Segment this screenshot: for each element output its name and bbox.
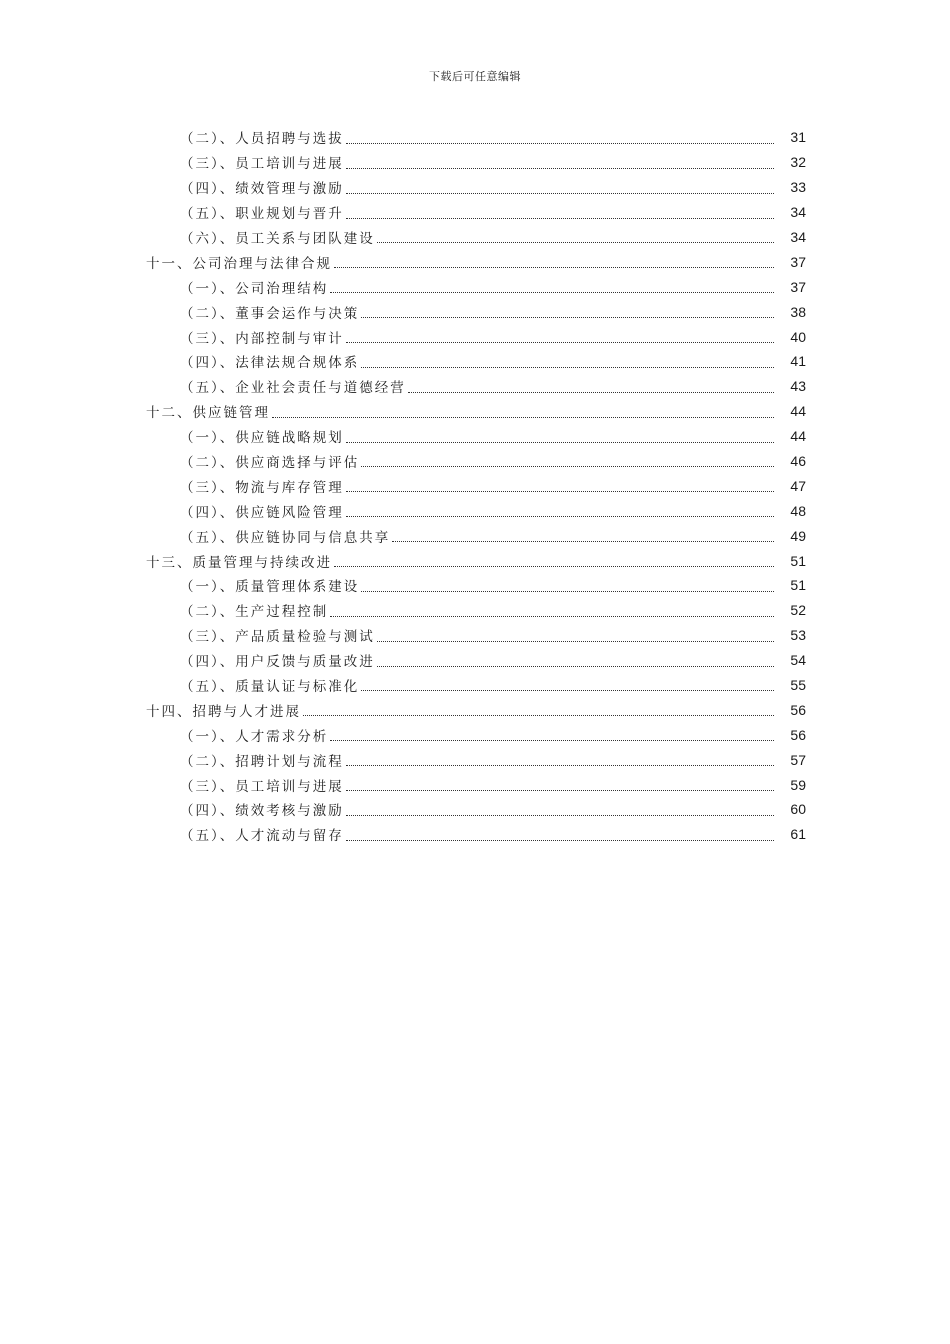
toc-dot-leader	[303, 714, 774, 716]
toc-entry-title: （四）、绩效管理与激励	[180, 181, 344, 198]
toc-section-entry[interactable]	[0, 349, 950, 374]
toc-page-number: 33	[790, 179, 806, 196]
toc-entry-title: （三）、员工培训与进展	[180, 156, 344, 173]
toc-dot-leader	[346, 441, 774, 443]
toc-section-entry[interactable]	[0, 772, 950, 797]
toc-page-number: 51	[790, 577, 806, 594]
toc-dot-leader	[392, 540, 774, 542]
toc-entry-title: 十一、公司治理与法律合规	[146, 255, 332, 272]
toc-section-entry[interactable]	[0, 722, 950, 747]
toc-page-number: 56	[790, 701, 806, 718]
toc-page-number: 38	[790, 303, 806, 320]
toc-page-number: 49	[790, 527, 806, 544]
toc-entry-title: （五）、职业规划与晋升	[180, 206, 344, 223]
toc-dot-leader	[330, 615, 774, 617]
toc-page-number: 43	[790, 378, 806, 395]
toc-page-number: 51	[790, 552, 806, 569]
toc-section-entry[interactable]	[0, 299, 950, 324]
toc-entry-title: （二）、董事会运作与决策	[180, 305, 360, 322]
toc-entry-title: （四）、绩效考核与激励	[180, 803, 344, 820]
toc-dot-leader	[346, 192, 774, 194]
toc-chapter-entry[interactable]	[0, 548, 950, 573]
toc-section-entry[interactable]	[0, 150, 950, 175]
toc-entry-title: （六）、员工关系与团队建设	[180, 231, 375, 247]
toc-section-entry[interactable]	[0, 175, 950, 200]
toc-dot-leader	[408, 391, 774, 393]
toc-section-entry[interactable]	[0, 200, 950, 225]
toc-page-number: 46	[790, 453, 806, 470]
toc-section-entry[interactable]	[0, 523, 950, 548]
toc-section-entry[interactable]	[0, 573, 950, 598]
toc-section-entry[interactable]	[0, 797, 950, 822]
toc-dot-leader	[346, 839, 774, 841]
toc-section-entry[interactable]	[0, 324, 950, 349]
toc-entry-title: （五）、供应链协同与信息共享	[180, 529, 391, 546]
toc-page-number: 53	[790, 627, 806, 644]
toc-page-number: 34	[790, 229, 806, 245]
toc-section-entry[interactable]	[0, 498, 950, 523]
toc-dot-leader	[361, 366, 774, 368]
toc-section-entry[interactable]	[0, 473, 950, 498]
toc-section-entry[interactable]	[0, 424, 950, 449]
toc-page-number: 41	[790, 353, 806, 370]
toc-entry-title: （二）、人员招聘与选拔	[180, 131, 344, 148]
toc-page-number: 34	[790, 204, 806, 221]
toc-page-number: 57	[790, 751, 806, 768]
toc-page-number: 61	[790, 826, 806, 843]
toc-section-entry[interactable]	[0, 822, 950, 847]
toc-page-number: 40	[790, 328, 806, 345]
toc-section-entry[interactable]	[0, 374, 950, 399]
toc-section-entry[interactable]	[0, 225, 950, 250]
toc-dot-leader	[346, 764, 774, 766]
toc-chapter-entry[interactable]	[0, 399, 950, 424]
toc-page-number: 31	[790, 129, 806, 146]
toc-page-number: 55	[790, 677, 806, 694]
toc-dot-leader	[377, 241, 774, 243]
toc-dot-leader	[361, 590, 774, 592]
toc-dot-leader	[346, 490, 774, 492]
toc-entry-title: （二）、供应商选择与评估	[180, 455, 360, 472]
toc-section-entry[interactable]	[0, 125, 950, 150]
toc-entry-title: （二）、招聘计划与流程	[180, 753, 344, 770]
toc-page-number: 60	[790, 801, 806, 818]
toc-page-number: 32	[790, 154, 806, 171]
toc-section-entry[interactable]	[0, 747, 950, 772]
toc-dot-leader	[330, 291, 774, 293]
toc-page-number: 52	[790, 602, 806, 619]
table-of-contents	[0, 125, 950, 847]
toc-dot-leader	[346, 789, 774, 791]
toc-entry-title: （三）、内部控制与审计	[180, 330, 344, 347]
toc-entry-title: （四）、用户反馈与质量改进	[180, 654, 375, 671]
toc-page-number: 47	[790, 477, 806, 494]
toc-dot-leader	[346, 142, 774, 144]
toc-entry-title: （一）、公司治理结构	[180, 280, 329, 297]
toc-dot-leader	[361, 689, 774, 691]
toc-dot-leader	[346, 217, 774, 219]
toc-page-number: 44	[790, 428, 806, 445]
toc-entry-title: 十四、招聘与人才进展	[146, 703, 301, 720]
toc-dot-leader	[334, 565, 774, 567]
toc-entry-title: （一）、人才需求分析	[180, 728, 329, 745]
toc-dot-leader	[346, 814, 774, 816]
toc-entry-title: （五）、质量认证与标准化	[180, 679, 360, 696]
toc-entry-title: （五）、企业社会责任与道德经营	[180, 380, 406, 397]
toc-entry-title: （四）、供应链风险管理	[180, 504, 344, 521]
toc-entry-title: 十二、供应链管理	[146, 405, 270, 422]
toc-dot-leader	[346, 341, 774, 343]
toc-dot-leader	[361, 465, 774, 467]
toc-dot-leader	[272, 416, 774, 418]
toc-entry-title: （一）、质量管理体系建设	[180, 579, 360, 596]
toc-section-entry[interactable]	[0, 648, 950, 673]
toc-page-number: 44	[790, 403, 806, 420]
toc-dot-leader	[330, 739, 774, 741]
toc-entry-title: （二）、生产过程控制	[180, 604, 329, 621]
toc-section-entry[interactable]	[0, 598, 950, 623]
toc-entry-title: （四）、法律法规合规体系	[180, 355, 360, 372]
toc-page-number: 54	[790, 652, 806, 669]
toc-entry-title: （三）、产品质量检验与测试	[180, 629, 375, 646]
toc-page-number: 48	[790, 502, 806, 519]
toc-page-number: 37	[790, 253, 806, 270]
toc-entry-title: （三）、物流与库存管理	[180, 479, 344, 496]
toc-dot-leader	[361, 316, 774, 318]
toc-page-number: 59	[790, 776, 806, 793]
toc-dot-leader	[346, 167, 774, 169]
toc-entry-title: （五）、人才流动与留存	[180, 828, 344, 845]
toc-entry-title: （一）、供应链战略规划	[180, 430, 344, 447]
page-header: 下载后可任意编辑	[429, 70, 521, 83]
toc-dot-leader	[346, 515, 774, 517]
toc-section-entry[interactable]	[0, 449, 950, 474]
toc-entry-title: （三）、员工培训与进展	[180, 778, 344, 795]
toc-page-number: 56	[790, 726, 806, 743]
toc-page-number: 37	[790, 278, 806, 295]
toc-section-entry[interactable]	[0, 274, 950, 299]
toc-chapter-entry[interactable]	[0, 697, 950, 722]
toc-section-entry[interactable]	[0, 673, 950, 698]
toc-dot-leader	[377, 640, 774, 642]
toc-section-entry[interactable]	[0, 623, 950, 648]
toc-dot-leader	[334, 266, 774, 268]
toc-chapter-entry[interactable]	[0, 249, 950, 274]
toc-entry-title: 十三、质量管理与持续改进	[146, 554, 332, 571]
toc-dot-leader	[377, 665, 774, 667]
